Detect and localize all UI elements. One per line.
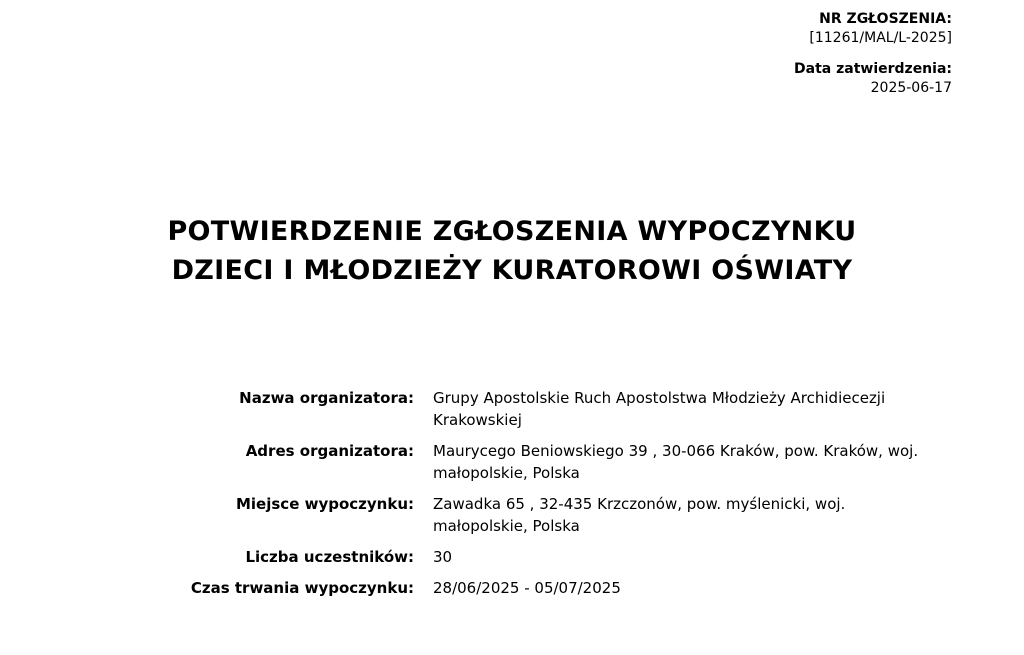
organizer-address-value: Maurycego Beniowskiego 39 , 30-066 Kraków, pow. Kraków, woj. małopolskie, Polska — [433, 442, 919, 482]
duration-label: Czas trwania wypoczynku: — [190, 579, 414, 597]
duration-value: 28/06/2025 - 05/07/2025 — [433, 579, 621, 597]
participants-label: Liczba uczestników: — [245, 548, 414, 566]
details-table — [150, 387, 930, 608]
camp-location-value: Zawadka 65 , 32-435 Krzczonów, pow. myślenicki, woj. małopolskie, Polska — [433, 495, 846, 535]
participants-row — [150, 546, 930, 568]
registration-block — [794, 10, 952, 48]
document-meta — [794, 10, 952, 110]
organizer-address-label: Adres organizatora: — [245, 442, 414, 460]
camp-location-row — [150, 493, 930, 537]
approval-label: Data zatwierdzenia: — [794, 61, 952, 77]
title-line-2: DZIECI I MŁODZIEŻY KURATOROWI OŚWIATY — [171, 255, 853, 286]
organizer-name-label: Nazwa organizatora: — [239, 389, 414, 407]
camp-location-label: Miejsce wypoczynku: — [235, 495, 414, 513]
registration-label: NR ZGŁOSZENIA: — [819, 11, 952, 27]
organizer-name-value: Grupy Apostolskie Ruch Apostolstwa Młodzieży Archidiecezji Krakowskiej — [433, 389, 886, 429]
title-line-1: POTWIERDZENIE ZGŁOSZENIA WYPOCZYNKU — [167, 216, 857, 247]
approval-block — [794, 60, 952, 98]
organizer-name-row — [150, 387, 930, 431]
duration-row — [150, 577, 930, 599]
registration-number: [11261/MAL/L-2025] — [809, 30, 952, 46]
document-title — [0, 212, 1024, 290]
participants-value: 30 — [433, 548, 453, 566]
organizer-address-row — [150, 440, 930, 484]
approval-date: 2025-06-17 — [870, 80, 952, 96]
